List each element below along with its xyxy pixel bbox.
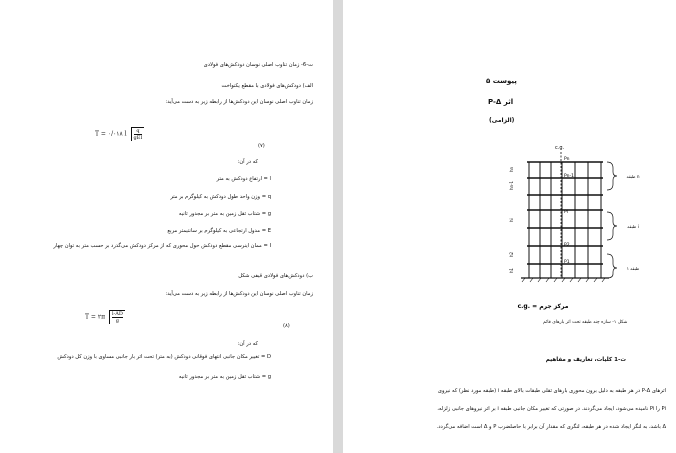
brace-top xyxy=(607,162,617,190)
ground-hatch xyxy=(522,278,605,282)
label-pi: Pi xyxy=(564,210,568,215)
brace-bottom xyxy=(607,254,617,278)
equation-7 xyxy=(95,127,144,141)
def-a-1: q = وزن واحد طول دودکش به کیلوگرم بر متر xyxy=(170,194,271,200)
body-line-1: Pi را Pi نامیده می‌شود، ایجاد می‌گردند. در صورتی که تغییر مکان جانبی طبقه i بر اثر نیروهای جانبی زلزله، xyxy=(437,406,666,412)
eq8-sqrt xyxy=(109,310,125,324)
label-p1: P1 xyxy=(564,260,570,265)
floor-label-1: طبقه ۱ xyxy=(626,266,640,271)
eq7-number: (۷) xyxy=(258,143,265,149)
def-a-0: l = ارتفاع دودکش به متر xyxy=(216,176,271,182)
mandatory-label: (الزامی) xyxy=(489,117,515,124)
eq8-numerator: l-AD xyxy=(111,311,123,317)
subheading-a: الف) دودکش‌های فولادی با مقطع یکنواخت xyxy=(221,83,313,89)
label-pn: Pn xyxy=(564,157,570,162)
eq8-lhs: T = ۲π xyxy=(85,313,106,321)
body-line-0: اثرهای P-Δ در هر طبقه به دلیل برون محوری بارهای ثقلی طبقات بالای طبقه i (طبقه مورد نظر) که نیروی xyxy=(437,388,666,394)
eq7-sqrt xyxy=(131,127,145,141)
subheading-b: ب) دودکش‌های فولادی قیفی شکل xyxy=(238,273,313,279)
def-b-1: g = شتاب ثقل زمین به متر بر مجذور ثانیه xyxy=(178,374,271,380)
floor-label-n: طبقه n xyxy=(626,174,640,179)
where-a: که در آن: xyxy=(237,159,258,165)
right-page xyxy=(343,0,676,453)
label-hn: hn xyxy=(509,166,514,172)
equation-8 xyxy=(85,310,125,324)
def-a-3: E = مدول ارتجاعی به کیلوگرم بر سانتیمتر مربع xyxy=(167,228,271,234)
label-p2: P2 xyxy=(564,243,570,248)
eq8-denominator: g xyxy=(115,318,119,324)
label-hi: hi xyxy=(509,218,514,222)
multistory-frame-figure xyxy=(343,140,676,330)
eq7-numerator: q xyxy=(134,128,143,135)
cg-label: c.g. xyxy=(555,145,565,151)
eq7-lhs: T = ۰/۰۱۸ l xyxy=(95,130,127,138)
body-line-2: Δ باشد، به لنگر ایجاد شده در هر طبقه، لنگری که مقدار آن برابر با حاصلضرب P و Δ است اضافه می‌گردد. xyxy=(436,424,666,430)
appendix-subtitle: اثر P-Δ xyxy=(488,98,514,106)
label-hn-1: hn-1 xyxy=(509,180,514,190)
label-pn-1: Pn-1 xyxy=(564,174,574,179)
appendix-title: پیوست ۵ xyxy=(486,77,517,85)
label-h1: h1 xyxy=(509,267,514,273)
label-h2: h2 xyxy=(509,251,514,257)
intro-a: زمان تناوب اصلی نوسان این دودکش‌ها از رابطه زیر به دست می‌آید: xyxy=(165,99,313,105)
left-page xyxy=(0,0,333,453)
def-a-2: g = شتاب ثقل زمین به متر بر مجذور ثانیه xyxy=(178,211,271,217)
def-a-4: I = ممان اینرسی مقطع دودکش حول محوری که از مرکز دودکش می‌گذرد بر حسب متر به توان چهار xyxy=(53,243,271,249)
cg-legend: c.g. = مرکز جرم xyxy=(517,303,569,310)
intro-b: زمان تناوب اصلی نوسان این دودکش‌ها از رابطه زیر به دست می‌آید: xyxy=(165,291,313,297)
eq8-number: (۸) xyxy=(283,323,290,329)
figure-caption: شکل ۱- سازه چند طبقه تحت اثر بارهای قائم xyxy=(543,320,628,325)
where-b: که در آن: xyxy=(237,341,258,347)
floor-label-i: طبقه i xyxy=(627,224,639,229)
section-heading-6: ت-6- زمان تناوب اصلی نوسان دودکش‌های فولادی xyxy=(203,62,313,68)
brace-mid xyxy=(607,212,617,240)
section-title: ت-1 کلیات، تعاریف و مفاهیم xyxy=(545,357,626,363)
eq7-denominator: gEI xyxy=(133,135,143,141)
def-b-0: D = تغییر مکان جانبی انتهای فوقانی دودکش (به متر) تحت اثر بار جانبی مساوی با وزن کل دودکش xyxy=(57,354,271,360)
